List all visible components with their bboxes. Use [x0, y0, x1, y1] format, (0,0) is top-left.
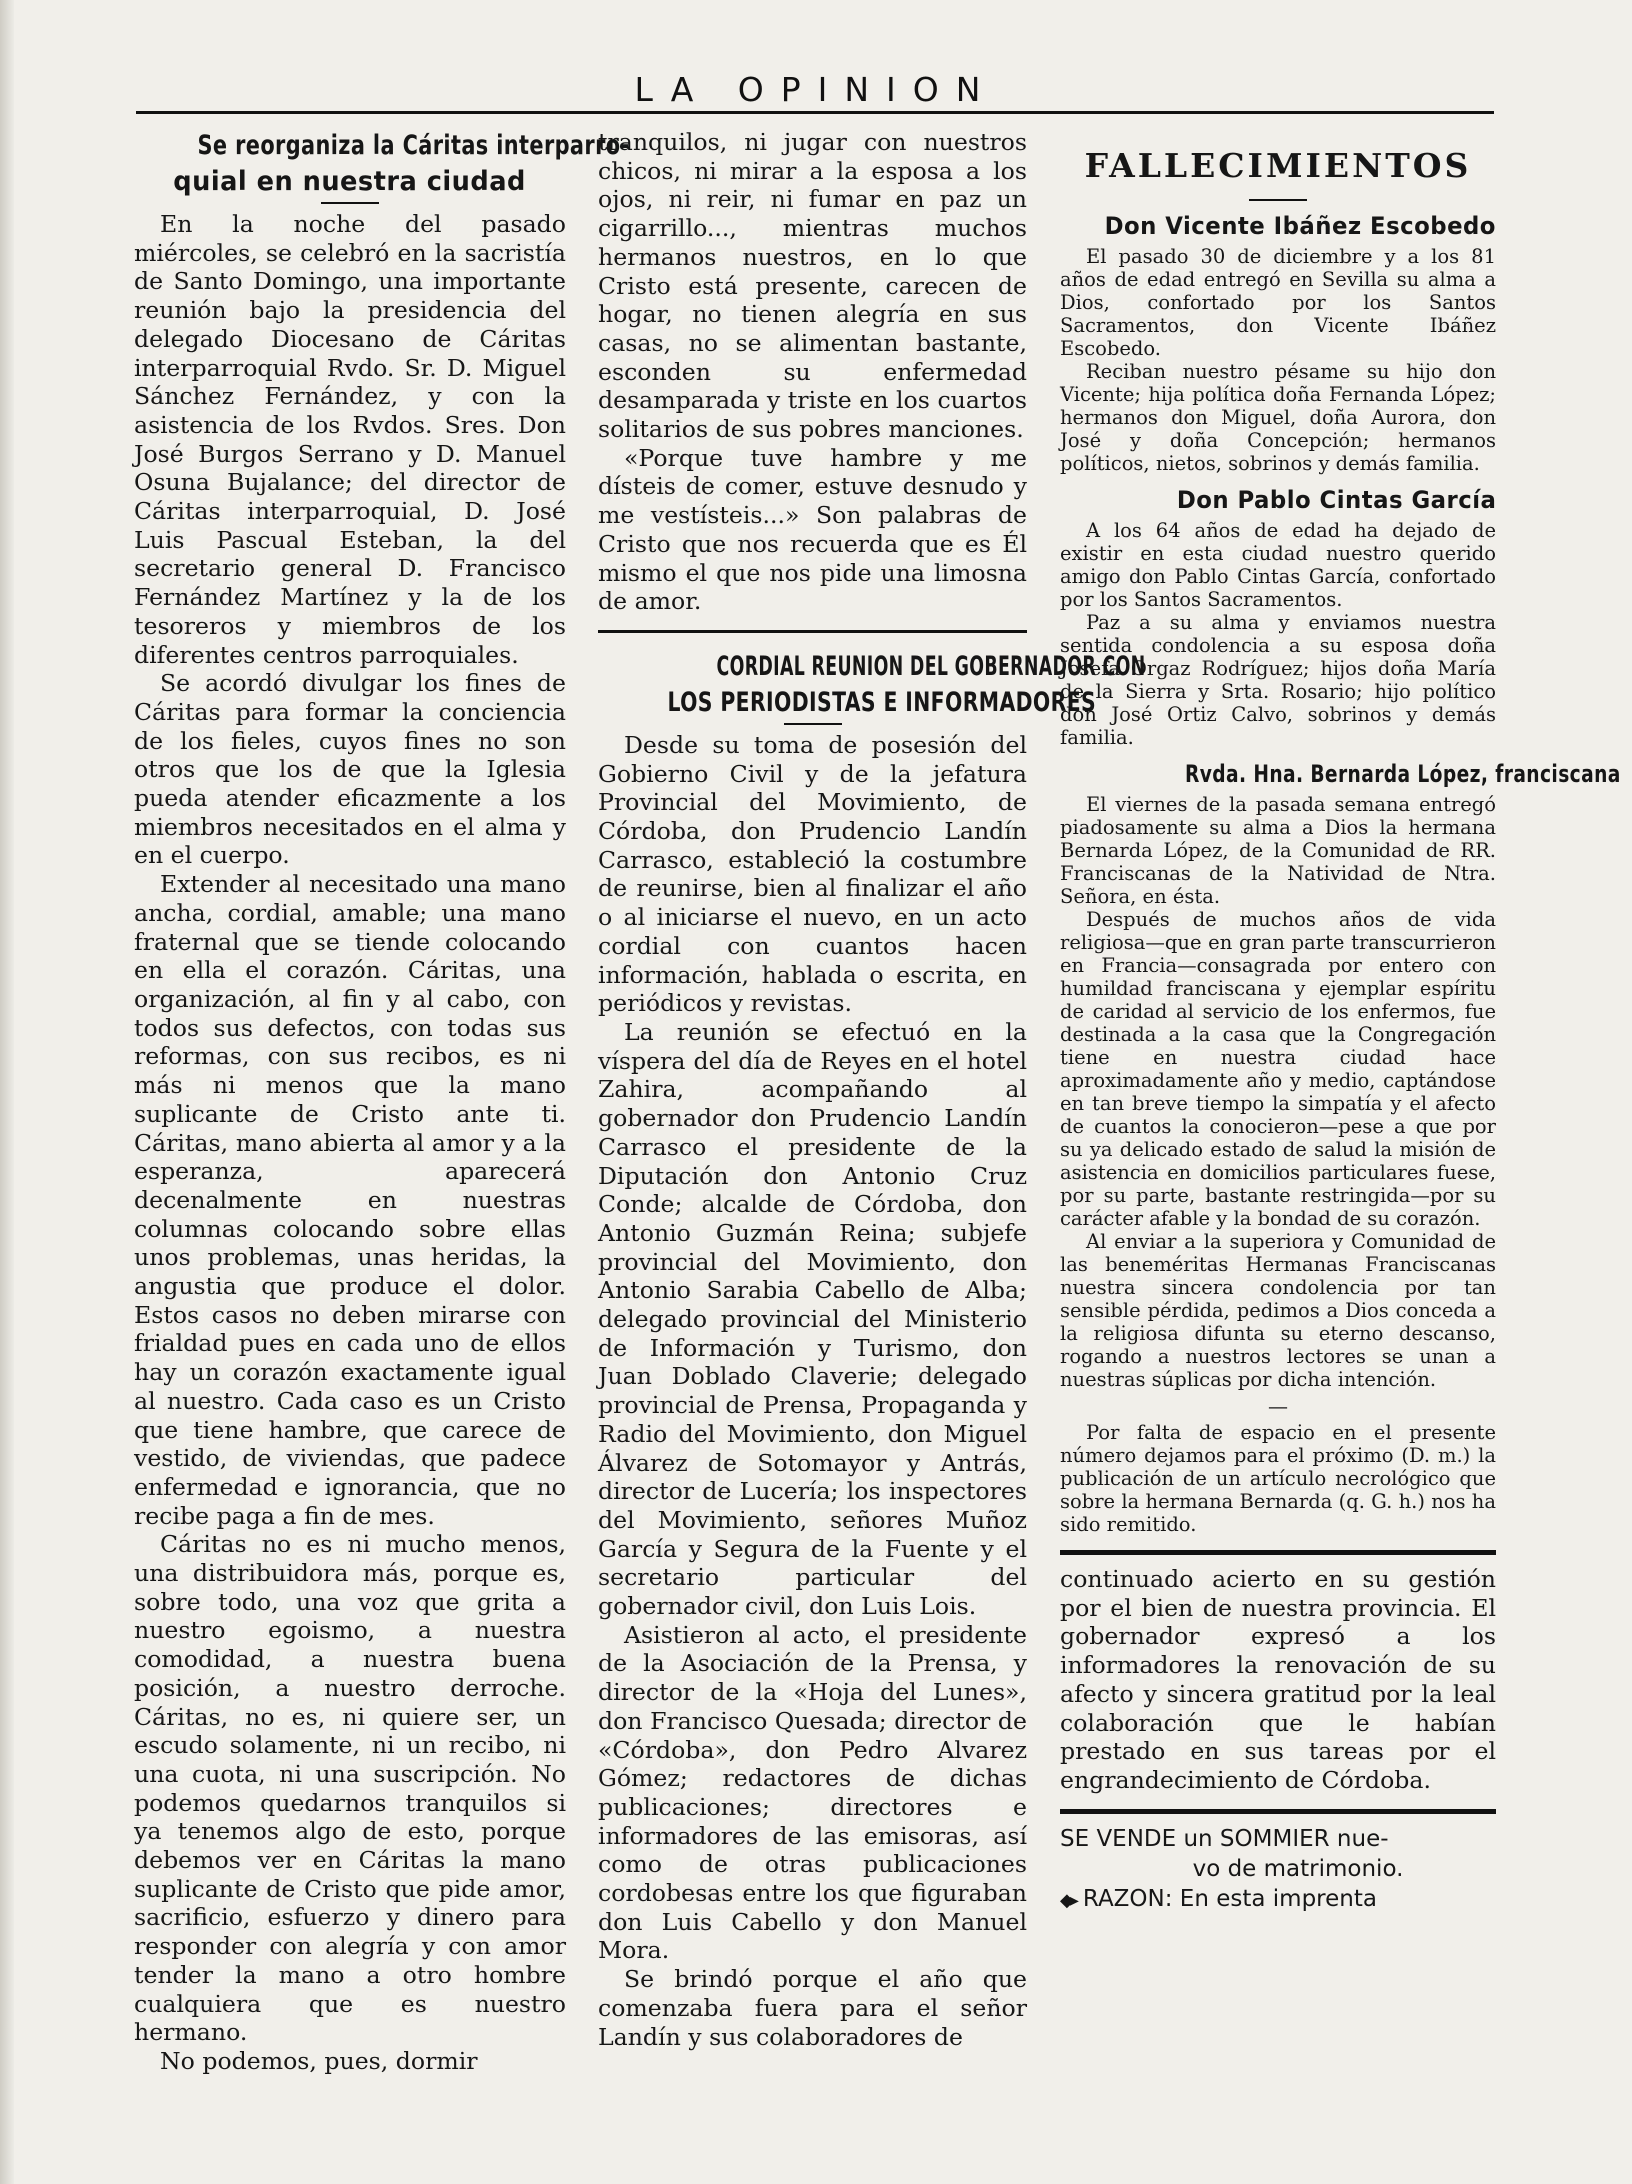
- fallecimientos-title: FALLECIMIENTOS: [1084, 146, 1472, 185]
- article-paragraph: Asistieron al acto, el presidente de la Asociación de la Prensa, y director de la «Hoja del Lunes», don Francisco Quesada; director de «Córdoba», don Pedro Alvarez Gómez; redactores de dichas publicaciones; directores e informadores de las emisoras, así como de otras publicaciones cordobesas entre los que figuraban don Luis Cabello y don Manuel Mora.: [598, 1620, 1027, 1965]
- obit-paragraph: A los 64 años de edad ha dejado de existir en esta ciudad nuestro querido amigo don Pablo Cintas García, confortado por los Santos Sacramentos.: [1060, 519, 1496, 611]
- classified-line-3: [1060, 1884, 1496, 1916]
- column-1: [134, 128, 630, 2076]
- article-paragraph: Se brindó porque el año que comenzaba fuera para el señor Landín y sus colaboradores de: [598, 1965, 1027, 2051]
- obit-name: [1060, 481, 1496, 519]
- caritas-headline-line1: Se reorganiza la Cáritas interparro-: [197, 130, 630, 161]
- editorial-note: [1060, 1421, 1496, 1536]
- obit-name-text: Don Vicente Ibáñez Escobedo: [1104, 212, 1496, 240]
- caritas-article-continuation: [598, 128, 1027, 616]
- classified-line-1: SE VENDE un SOMMIER nue-: [1060, 1825, 1389, 1852]
- obit-body: [1060, 793, 1496, 1391]
- caritas-article-body: [134, 210, 566, 2076]
- classified-ad: [1060, 1824, 1496, 1916]
- article-paragraph: Desde su toma de posesión del Gobierno Civil y de la jefatura Provincial del Movimiento, de Córdoba, don Prudencio Landín Carrasco, estableció la costumbre de reunirse, bien al finalizar el año o al iniciarse el nuevo, en un acto cordial con cuantos hacen información, hablada o escrita, en periódicos y revistas.: [598, 730, 1027, 1018]
- article-paragraph: No podemos, pues, dormir: [160, 2047, 478, 2075]
- column-3: [1060, 128, 1621, 1916]
- obit-name-text: Don Pablo Cintas García: [1176, 486, 1496, 514]
- masthead: LA OPINION: [634, 70, 998, 109]
- headline-underline: [321, 202, 379, 204]
- obit-paragraph: El viernes de la pasada semana entregó piadosamente su alma a Dios la hermana Bernarda López, de la Comunidad de RR. Franciscanas de la Natividad de Ntra. Señora, en ésta.: [1060, 793, 1496, 908]
- title-underline: [1249, 199, 1307, 201]
- article-paragraph: Cáritas no es ni mucho menos, una distribuidora más, porque es, sobre todo, una voz que grita a nuestro egoismo, a nuestra comodidad, a nuestra buena posición, a nuestro derroche. Cáritas, no es, ni quiere ser, un escudo solamente, ni un recibo, ni una cuota, ni una suscripción. No podemos quedarnos tranquilos si ya tenemos algo de esto, porque debemos ver en Cáritas la mano suplicante de Cristo que pide amor, sacrificio, esfuerzo y dinero para responder con alegría y con amor tender la mano a otro hombre cualquiera que es nuestro hermano.: [134, 1530, 566, 2047]
- obit-body: [1060, 245, 1496, 475]
- gobernador-headline-line2: LOS PERIODISTAS E INFORMADORES: [667, 686, 1097, 718]
- article-paragraph: «Porque tuve hambre y me dísteis de comer, estuve desnudo y me vestísteis...» Son palabras de Cristo que nos recuerda que es Él mismo el que nos pide una limosna de amor.: [598, 443, 1027, 616]
- obit-paragraph: Al enviar a la superiora y Comunidad de las beneméritas Hermanas Franciscanas nuestra sincera condolencia por tan sensible pérdida, pedimos a Dios conceda a la religiosa difunta su eterno descanso, rogando a nuestros lectores se unan a nuestras súplicas por dicha intención.: [1060, 1230, 1496, 1391]
- article-paragraph: La reunión se efectuó en la víspera del día de Reyes en el hotel Zahira, acompañando al gobernador don Prudencio Landín Carrasco el presidente de la Diputación don Antonio Cruz Conde; alcalde de Córdoba, don Antonio Guzmán Reina; subjefe provincial del Movimiento, don Antonio Sarabia Cabello de Alba; delegado provincial del Ministerio de Información y Turismo, don Juan Doblado Claverie; delegado provincial de Prensa, Propaganda y Radio del Movimiento, don Miguel Álvarez de Sotomayor y Antrás, director de Lucería; los inspectores del Movimiento, señores Muñoz García y Segura de la Fuente y el secretario particular del gobernador civil, don Luis Lois.: [598, 1017, 1027, 1621]
- gobernador-article-body: [598, 731, 1027, 2051]
- obit-paragraph: Reciban nuestro pésame su hijo don Vicente; hija política doña Fernanda López; hermanos don Miguel, doña Aurora, don José y doña Concepción; hermanos políticos, nietos, sobrinos y demás familia.: [1060, 360, 1496, 475]
- classified-contact: RAZON: En esta imprenta: [1082, 1885, 1377, 1912]
- page-edge-shadow: [0, 0, 14, 2184]
- gobernador-headline-line1: CORDIAL REUNION DEL GOBERNADOR CON: [716, 650, 1146, 682]
- obit-body: [1060, 519, 1496, 749]
- masthead-rule: [136, 111, 1494, 114]
- arrow-ornament-icon: ◆▸: [1060, 1889, 1075, 1911]
- article-paragraph: continuado acierto en su gestión por el bien de nuestra provincia. El gobernador expresó a los informadores la renovación de su afecto y sincera gratitud por la leal colaboración que le habían prestado en sus tareas por el engrandecimiento de Córdoba.: [1060, 1565, 1496, 1794]
- obit-name: [1060, 207, 1496, 245]
- section-divider: [1060, 1809, 1496, 1814]
- article-paragraph: En la noche del pasado miércoles, se celebró en la sacristía de Santo Domingo, una importante reunión bajo la presidencia del delegado Diocesano de Cáritas interparroquial Rvdo. Sr. D. Miguel Sánchez Fernández, y con la asistencia de los Rvdos. Sres. Don José Burgos Serrano y D. Manuel Osuna Bujalance; del director de Cáritas interparroquial, D. José Luis Pascual Esteban, la del secretario general D. Francisco Fernández Martínez y la de los tesoreros y miembros de los diferentes centros parroquiales.: [134, 210, 566, 669]
- section-divider: [598, 630, 1027, 633]
- obit-paragraph: Paz a su alma y enviamos nuestra sentida condolencia a su esposa doña Josefa Orgaz Rodríguez; hijos doña María de la Sierra y Srta. Rosario; hijo político don José Ortiz Calvo, sobrinos y demás familia.: [1060, 611, 1496, 749]
- caritas-headline-line2: quial en nuestra ciudad: [173, 166, 527, 197]
- column-2: [598, 128, 1146, 2051]
- separator-dash: —: [1268, 1394, 1288, 1418]
- classified-line-2: vo de matrimonio.: [1192, 1855, 1404, 1882]
- obit-name: [1060, 755, 1621, 793]
- obit-paragraph: El pasado 30 de diciembre y a los 81 años de edad entregó en Sevilla su alma a Dios, confortado por los Santos Sacramentos, don Vicente Ibáñez Escobedo.: [1060, 245, 1496, 360]
- section-divider: [1060, 1550, 1496, 1555]
- article-paragraph: tranquilos, ni jugar con nuestros chicos, ni mirar a la esposa a los ojos, ni reir, ni fumar en paz un cigarrillo..., mientras muchos hermanos nuestros, en lo que Cristo está presente, carecen de hogar, no tienen alegría en sus casas, no se alimentan bastante, esconden su enfermedad desamparada y triste en los cuartos solitarios de sus pobres manciones.: [598, 128, 1027, 444]
- article-paragraph: Extender al necesitado una mano ancha, cordial, amable; una mano fraternal que se tiende colocando en ella el corazón. Cáritas, una organización, al fin y al cabo, con todos sus defectos, con todas sus reformas, con sus recibos, es ni más ni menos que la mano suplicante de Cristo ante ti. Cáritas, mano abierta al amor y a la esperanza, aparecerá decenalmente en nuestras columnas colocando sobre ellas unos problemas, unas heridas, la angustia que produce el dolor. Estos casos no deben mirarse con frialdad pues en cada uno de ellos hay un corazón exactamente igual al nuestro. Cada caso es un Cristo que tiene hambre, que carece de vestido, de viviendas, que padece enfermedad e ignorancia, que no recibe paga a fin de mes.: [134, 870, 566, 1530]
- gobernador-headline: [598, 649, 1146, 721]
- gobernador-article-continuation: [1060, 1565, 1496, 1795]
- obit-paragraph: Después de muchos años de vida religiosa—que en gran parte transcurrieron en Francia—consagrada por entero con humildad franciscana y ejemplar espíritu de caridad al servicio de los enfermos, fue destinada a la casa que la Congregación tiene en nuestra ciudad hace aproximadamente año y medio, captándose en tan breve tiempo la simpatía y el afecto de cuantos la conocieron—pese a que por su ya delicado estado de salud la misión de asistencia en domicilios particulares fuese, por su parte, bastante restringida—por su carácter afable y la bondad de su corazón.: [1060, 908, 1496, 1230]
- article-paragraph: Se acordó divulgar los fines de Cáritas para formar la conciencia de los fieles, cuyos fines no son otros que los de que la Iglesia pueda atender eficazmente a los miembros necesitados en el alma y en el cuerpo.: [134, 669, 566, 870]
- obit-name-text: Rvda. Hna. Bernarda López, franciscana: [1184, 760, 1621, 788]
- headline-underline: [784, 723, 842, 725]
- note-paragraph: Por falta de espacio en el presente número dejamos para el próximo (D. m.) la publicación de un artículo necrológico que sobre la hermana Bernarda (q. G. h.) nos ha sido remitido.: [1060, 1421, 1496, 1536]
- caritas-headline: [134, 128, 630, 200]
